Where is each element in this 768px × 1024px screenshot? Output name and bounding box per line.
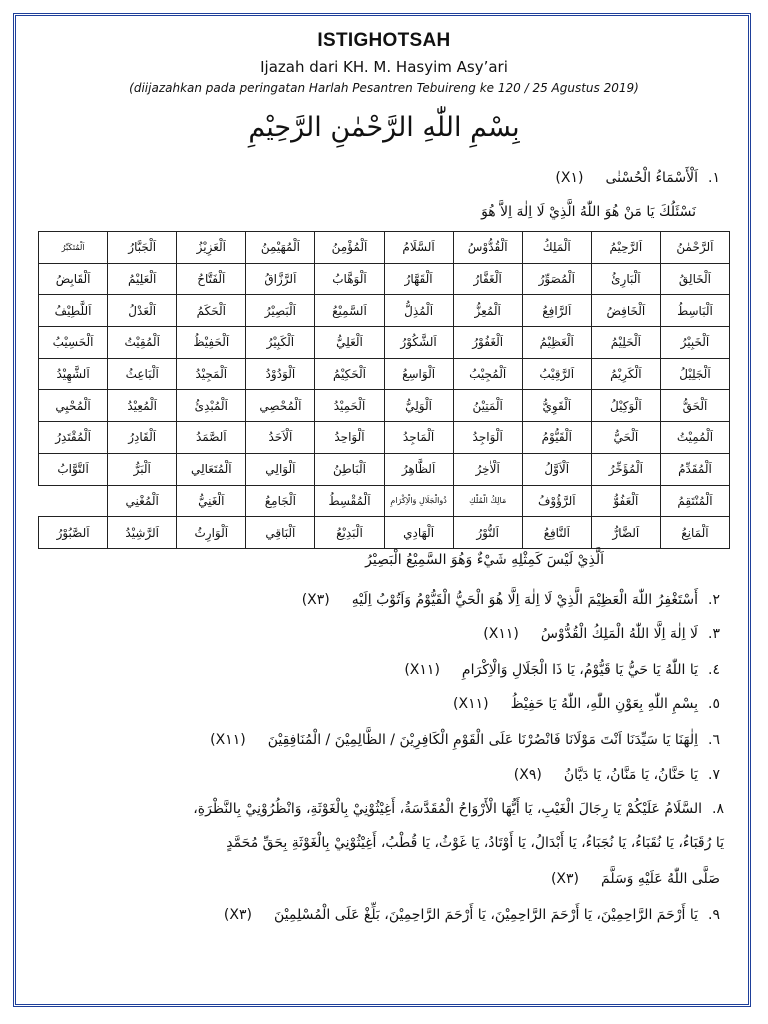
name-cell: اَلْبَاطِنُ (315, 453, 384, 485)
name-cell: اَلْمُصَوِّرُ (522, 263, 591, 295)
name-cell: اَلْحَقُّ (660, 390, 729, 422)
name-cell: اَلرَّحْمٰنُ (660, 232, 729, 264)
name-cell: اَلْمَجِيْدُ (177, 358, 246, 390)
item-text: لَا اِلٰهَ اِلَّا اللّٰهُ الْمَلِكُ الْقُدُّوْسُ (540, 626, 699, 642)
name-cell: اَلْقَادِرُ (108, 422, 177, 454)
name-cell: اَلنَّافِعُ (522, 517, 591, 549)
name-cell: اَلْجَامِعُ (246, 485, 315, 517)
name-cell: اَلرَّؤُوْفُ (522, 485, 591, 517)
name-cell: اَلصَّبُوْرُ (39, 517, 108, 549)
item-count: (X١١) (210, 732, 246, 748)
name-cell: اَلْعَلِيُّ (315, 327, 384, 359)
name-cell: اَلْمُؤْمِنُ (315, 232, 384, 264)
name-cell: اَلْخَافِضُ (591, 295, 660, 327)
name-cell: اَلْمُنْتَقِمُ (660, 485, 729, 517)
name-cell: اَلْوَاجِدُ (453, 422, 522, 454)
name-cell: اَلْقُدُّوْسُ (453, 232, 522, 264)
item-count: (X١١) (483, 626, 519, 642)
names-row (39, 422, 730, 454)
item-text: اِلٰهَنَا يَا سَيِّدَنَا اَنْتَ مَوْلَانَا فَانْصُرْنَا عَلَى الْقَوْمِ الْكَافِرِيْنَ / الظَّالِمِيْنَ / الْمُنَافِقِيْنَ (267, 732, 699, 748)
name-cell: اَلشَّكُوْرُ (384, 327, 453, 359)
item-text: السَّلَامُ عَلَيْكُمْ يَا رِجَالَ الْغَيْبِ، يَا أَيُّهَا الْأَرْوَاحُ الْمُقَدَّسَةُ، أَغِيْثُوْنِيْ بِالْغَوْثَةِ، وَانْظُرُوْنِيْ بِالنَّظْرَةِ، (193, 801, 703, 817)
name-cell: اَلرَّزَّاقُ (246, 263, 315, 295)
section-1-closing: اَلَّذِيْ لَيْسَ كَمِثْلِهِ شَيْءٌ وَهُوَ السَّمِيْعُ الْبَصِيْرُ (365, 552, 604, 568)
name-cell: اَلْمُعِزُّ (453, 295, 522, 327)
name-cell: اَلْمُجِيْبُ (453, 358, 522, 390)
name-cell: اَلْحَسِيْبُ (39, 327, 108, 359)
name-cell: اَلْمَلِكُ (522, 232, 591, 264)
item-count: (X٣) (301, 592, 330, 608)
name-cell: اَلْمَتِيْنُ (453, 390, 522, 422)
item-count: (X١) (555, 170, 584, 186)
name-cell: اَلْحَلِيْمُ (591, 327, 660, 359)
name-cell: اَلسَّلَامُ (384, 232, 453, 264)
item-number: ٤. (708, 662, 720, 678)
name-cell: اَلْقَهَّارُ (384, 263, 453, 295)
name-cell: اَلْمُمِيْتُ (660, 422, 729, 454)
name-cell: اَلْهَادِي (384, 517, 453, 549)
asmaul-husna-table (38, 231, 730, 549)
basmala: بِسْمِ اللّٰهِ الرَّحْمٰنِ الرَّحِيْمِ (248, 112, 520, 143)
item-count: (X٣) (223, 907, 252, 923)
item-6 (210, 733, 720, 747)
name-cell: اَلْمُقِيْتُ (108, 327, 177, 359)
name-cell: اَلْوَكِيْلُ (591, 390, 660, 422)
item-text: يَا أَرْحَمَ الرَّاحِمِيْنَ، يَا أَرْحَمَ الرَّاحِمِيْنَ، يَا أَرْحَمَ الرَّاحِمِيْنَ، بَلِّغْ عَلَى الْمُسْلِمِيْنَ (273, 907, 699, 923)
name-cell: اَلْبَصِيْرُ (246, 295, 315, 327)
item-8-line-1 (193, 802, 724, 816)
name-cell: اَلْمُؤَخِّرُ (591, 453, 660, 485)
item-4 (404, 663, 720, 677)
item-number: ٣. (708, 626, 720, 642)
name-cell: اَلْفَتَّاحُ (177, 263, 246, 295)
item-number: ٥. (708, 696, 720, 712)
item-5 (453, 697, 720, 711)
name-cell: اَلْقَابِضُ (39, 263, 108, 295)
name-cell: اَلْغَفُوْرُ (453, 327, 522, 359)
item-8-line-2: يَا رُقَبَاءُ، يَا نُقَبَاءُ، يَا نُجَبَاءُ، يَا أَبْدَالُ، يَا أَوْتَادُ، يَا غَوْثُ، يَا قُطْبُ، أَغِيْثُوْنِيْ بِالْغَوْثَةِ بِحَقِّ مُحَمَّدٍ (226, 835, 724, 851)
item-count: (X٣) (550, 871, 579, 887)
name-cell: اَلْوَهَّابُ (315, 263, 384, 295)
name-cell: ذُوالْجَلَالِ وَالْاِكْرَامِ (384, 485, 453, 517)
name-cell: اَلْبَارِئُ (591, 263, 660, 295)
name-cell: اَلْقَوِيُّ (522, 390, 591, 422)
name-cell: اَلرَّقِيْبُ (522, 358, 591, 390)
name-cell: اَلْمُتَعَالِي (177, 453, 246, 485)
name-cell: اَلْعَفُوُّ (591, 485, 660, 517)
name-cell: اَلْبَاعِثُ (108, 358, 177, 390)
name-cell: اَلْبَرُّ (108, 453, 177, 485)
names-row (39, 453, 730, 485)
name-cell: اَلْعَزِيْزُ (177, 232, 246, 264)
name-cell: اَلضَّارُّ (591, 517, 660, 549)
name-cell: اَلْاٰخِرُ (453, 453, 522, 485)
name-cell: اَلْوَاحِدُ (315, 422, 384, 454)
name-cell: اَلرَّافِعُ (522, 295, 591, 327)
name-cell: اَلْمُبْدِئُ (177, 390, 246, 422)
name-cell: اَلْخَبِيْرُ (660, 327, 729, 359)
item-count: (X١١) (404, 662, 440, 678)
name-cell: اَلْحَفِيْظُ (177, 327, 246, 359)
name-cell: اَلْاَحَدُ (246, 422, 315, 454)
name-cell: اَلْجَبَّارُ (108, 232, 177, 264)
names-row (39, 327, 730, 359)
item-number: ٧. (708, 767, 720, 783)
names-row (39, 390, 730, 422)
name-cell: اَلتَّوَّابُ (39, 453, 108, 485)
name-cell: اَلْحَيُّ (591, 422, 660, 454)
name-cell: اَلْوَالِي (246, 453, 315, 485)
names-row (39, 485, 730, 517)
item-count: (X١١) (453, 696, 489, 712)
item-3 (483, 627, 720, 641)
name-cell: اَلْبَدِيْعُ (315, 517, 384, 549)
names-row (39, 263, 730, 295)
name-cell: اَلْوَارِثُ (177, 517, 246, 549)
name-cell: اَلْحَمِيْدُ (315, 390, 384, 422)
item-text: يَا اللّٰهُ يَا حَيُّ يَا قَيُّوْمُ، يَا ذَا الْجَلَالِ وَالْاِكْرَامِ (461, 662, 699, 678)
name-cell: اَلشَّهِيْدُ (39, 358, 108, 390)
names-row (39, 517, 730, 549)
name-cell: اَلْكَرِيْمُ (591, 358, 660, 390)
item-8-line-3 (551, 872, 720, 886)
name-cell: اَلْخَالِقُ (660, 263, 729, 295)
section-1-intro: نَسْئَلُكَ يَا مَنْ هُوَ اللّٰهُ الَّذِيْ لَا اِلٰهَ اِلاَّ هُوَ (481, 204, 696, 220)
page-title: ISTIGHOTSAH (317, 30, 451, 51)
name-cell: اَلْوَلِيُّ (384, 390, 453, 422)
name-cell: اَلْوَاسِعُ (384, 358, 453, 390)
section-1-heading (555, 171, 720, 185)
name-cell: اَللَّطِيْفُ (39, 295, 108, 327)
name-cell: اَلنُّوْرُ (453, 517, 522, 549)
name-cell: اَلظَّاهِرُ (384, 453, 453, 485)
names-row (39, 358, 730, 390)
name-cell: اَلْمُحْيِي (39, 390, 108, 422)
name-cell: اَلْمُقَدِّمُ (660, 453, 729, 485)
names-row (39, 295, 730, 327)
name-cell: اَلْعَظِيْمُ (522, 327, 591, 359)
name-cell: اَلْمُقْسِطُ (315, 485, 384, 517)
item-number: ١. (708, 170, 720, 186)
item-count: (X٩) (513, 767, 542, 783)
item-text: يَا حَنَّانُ، يَا مَنَّانُ، يَا دَيَّانُ (563, 767, 699, 783)
name-cell: اَلْعَلِيْمُ (108, 263, 177, 295)
name-cell: اَلْبَاسِطُ (660, 295, 729, 327)
item-7 (514, 768, 720, 782)
name-cell: اَلرَّشِيْدُ (108, 517, 177, 549)
name-cell: اَلْحَكِيْمُ (315, 358, 384, 390)
item-number: ٢. (708, 592, 720, 608)
item-text: بِسْمِ اللّٰهِ بِعَوْنِ اللّٰهِ، اللّٰهُ يَا حَفِيْظُ (510, 696, 699, 712)
name-cell: اَلْقَيُّوْمُ (522, 422, 591, 454)
name-cell: اَلْمُعِيْدُ (108, 390, 177, 422)
item-number: ٨. (712, 801, 724, 817)
name-cell: اَلْوَدُوْدُ (246, 358, 315, 390)
name-cell: اَلرَّحِيْمُ (591, 232, 660, 264)
item-2 (302, 593, 720, 607)
name-cell: اَلْبَاقِي (246, 517, 315, 549)
item-text: اَلْأَسْمَاءُ الْحُسْنٰى (605, 170, 699, 186)
name-cell: اَلْمُتَكَبِّرُ (39, 232, 108, 264)
name-cell: اَلْمُهَيْمِنُ (246, 232, 315, 264)
name-cell: اَلْمُغْنِي (108, 485, 177, 517)
item-text: أَسْتَغْفِرُ اللّٰهَ الْعَظِيْمَ الَّذِيْ لَا اِلٰهَ اِلَّا هُوَ الْحَيُّ الْقَيُّوْمُ وَاَتُوْبُ اِلَيْهِ (351, 592, 699, 608)
name-cell: اَلْجَلِيْلُ (660, 358, 729, 390)
name-cell: اَلْمُقْتَدِرُ (39, 422, 108, 454)
name-cell: اَلْمَانِعُ (660, 517, 729, 549)
name-cell: اَلْمَاجِدُ (384, 422, 453, 454)
name-cell: اَلْغَنِيُّ (177, 485, 246, 517)
name-cell: اَلْمُحْصِي (246, 390, 315, 422)
page-note: (diijazahkan pada peringatan Harlah Pesantren Tebuireng ke 120 / 25 Agustus 2019) (129, 81, 639, 95)
name-cell: اَلسَّمِيْعُ (315, 295, 384, 327)
name-cell: اَلْاَوَّلُ (522, 453, 591, 485)
names-row (39, 232, 730, 264)
item-text: صَلَّى اللّٰهُ عَلَيْهِ وَسَلَّمَ (601, 871, 720, 887)
item-number: ٩. (708, 907, 720, 923)
name-cell: اَلْحَكَمُ (177, 295, 246, 327)
name-cell: اَلصَّمَدُ (177, 422, 246, 454)
name-cell: اَلْمُذِلُّ (384, 295, 453, 327)
name-cell: اَلْعَدْلُ (108, 295, 177, 327)
name-cell: اَلْكَبِيْرُ (246, 327, 315, 359)
name-cell: مَالِكُ الْمُلْكِ (453, 485, 522, 517)
name-cell: اَلْغَفَّارُ (453, 263, 522, 295)
item-9 (224, 908, 720, 922)
item-number: ٦. (708, 732, 720, 748)
page-subtitle: Ijazah dari KH. M. Hasyim Asy’ari (260, 58, 508, 76)
